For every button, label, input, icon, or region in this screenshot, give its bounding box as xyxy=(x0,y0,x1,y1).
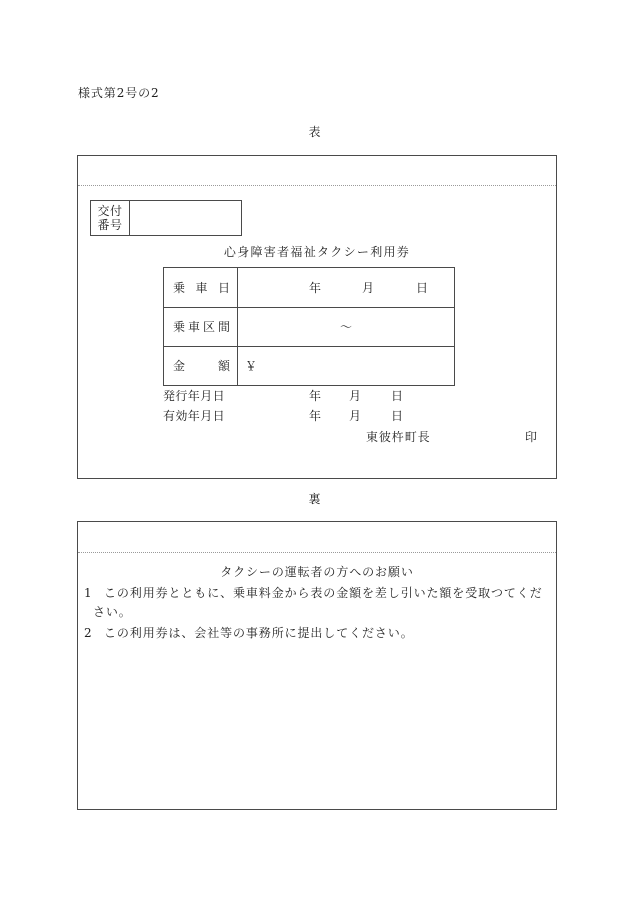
month-unit: 月 xyxy=(349,409,362,423)
issue-number-label-line: 交付 xyxy=(97,204,123,218)
label-character: 日 xyxy=(217,280,230,295)
cut-line-divider xyxy=(78,552,556,553)
issue-number-field xyxy=(130,201,241,235)
year-unit: 年 xyxy=(309,409,322,423)
valid-date-label: 有効年月日 xyxy=(163,409,226,423)
label-character: 乗 xyxy=(173,320,186,334)
issue-date-label: 発行年月日 xyxy=(163,389,226,403)
boarding-date-field xyxy=(238,268,455,308)
front-side-card xyxy=(77,155,557,479)
label-character: 額 xyxy=(217,359,230,373)
valid-date-row xyxy=(163,408,423,424)
seal-mark: 印 xyxy=(525,430,538,444)
label-character: 区 xyxy=(202,320,215,334)
form-number: 様式第2号の2 xyxy=(78,86,160,100)
notice-title: タクシーの運転者の方へのお願い xyxy=(220,565,414,579)
amount-label-cell xyxy=(164,347,238,386)
boarding-date-row xyxy=(164,268,455,308)
route-label xyxy=(173,319,230,335)
day-unit: 日 xyxy=(416,280,429,295)
ticket-title: 心身障害者福祉タクシー利用券 xyxy=(223,245,411,259)
amount-label xyxy=(173,358,230,374)
route-field xyxy=(238,308,455,347)
boarding-date-label xyxy=(173,280,230,296)
label-character: 金 xyxy=(173,359,186,373)
cut-line-divider xyxy=(78,185,556,186)
year-unit: 年 xyxy=(309,280,322,295)
back-side-card xyxy=(77,521,557,810)
day-unit: 日 xyxy=(391,409,404,423)
amount-field xyxy=(238,347,455,386)
ticket-details-table xyxy=(163,267,455,386)
route-separator: ～ xyxy=(340,320,353,334)
label-character: 間 xyxy=(217,320,230,334)
amount-row xyxy=(164,347,455,386)
currency-symbol: ￥ xyxy=(245,359,258,373)
label-character: 車 xyxy=(187,320,200,334)
boarding-date-label-cell xyxy=(164,268,238,308)
front-side-heading: 表 xyxy=(308,125,322,139)
label-character: 乗 xyxy=(173,280,186,295)
notice-item-number: 1 xyxy=(84,586,93,600)
route-row xyxy=(164,308,455,347)
issue-date-row xyxy=(163,388,423,404)
route-label-cell xyxy=(164,308,238,347)
issuer-title: 東彼杵町長 xyxy=(366,430,431,444)
issue-number-label-line: 番号 xyxy=(97,218,123,232)
day-unit: 日 xyxy=(391,389,404,403)
notice-item-text-continued: さい。 xyxy=(93,605,132,619)
issue-number-box xyxy=(90,200,242,236)
month-unit: 月 xyxy=(349,389,362,403)
notice-item-text: この利用券は、会社等の事務所に提出してください。 xyxy=(104,626,414,640)
year-unit: 年 xyxy=(309,389,322,403)
label-character: 車 xyxy=(195,280,208,295)
notice-item-number: 2 xyxy=(84,626,93,640)
issue-number-label xyxy=(91,201,130,235)
notice-item-text: この利用券とともに、乗車料金から表の金額を差し引いた額を受取つてくだ xyxy=(104,586,543,600)
back-side-heading: 裏 xyxy=(308,492,322,506)
month-unit: 月 xyxy=(362,280,375,295)
